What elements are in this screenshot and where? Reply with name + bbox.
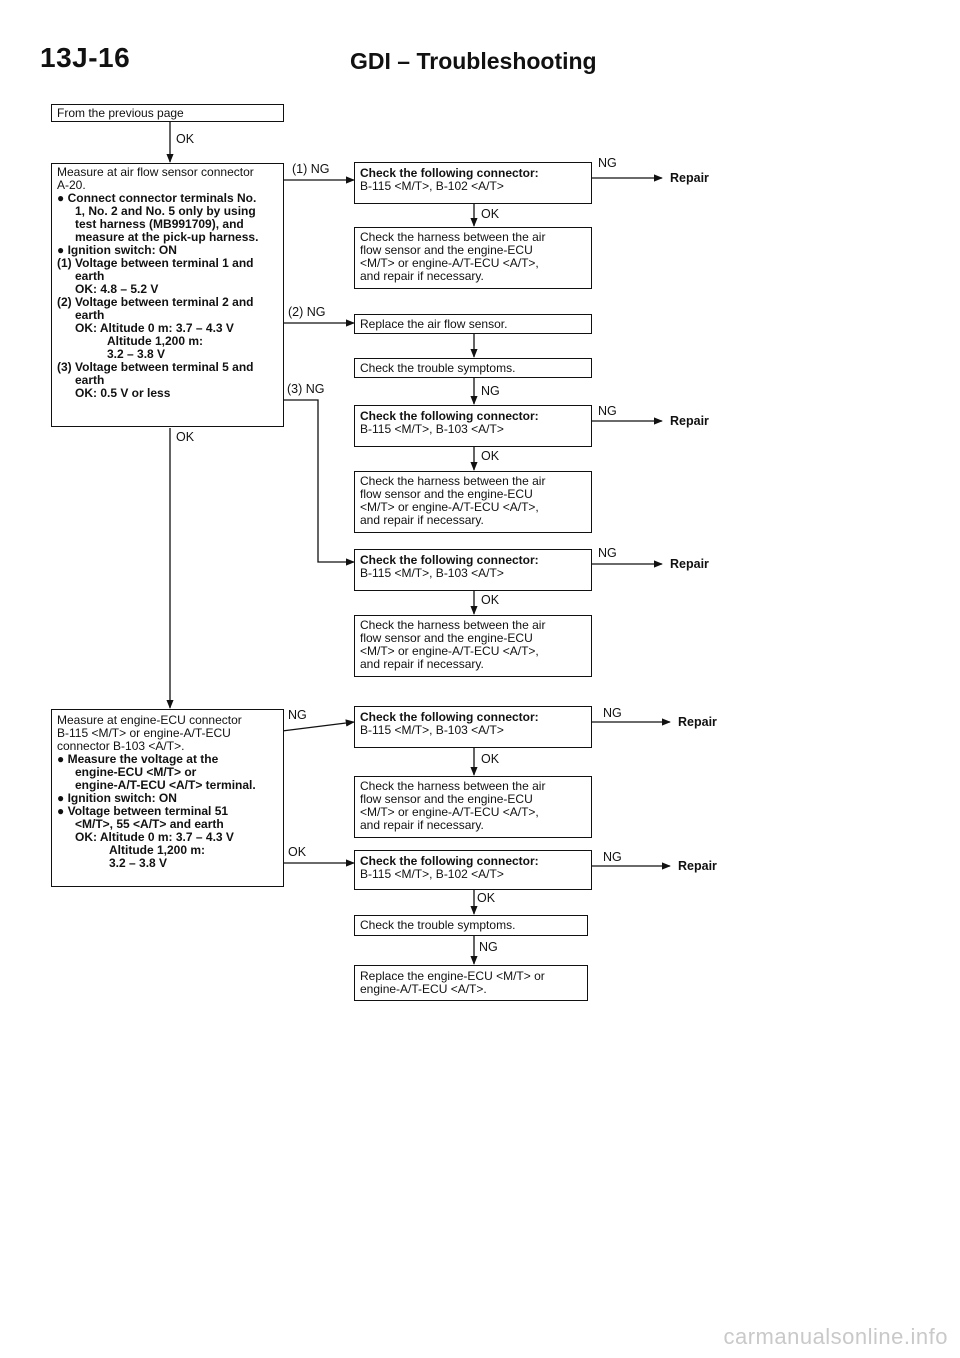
ng-label: NG	[603, 850, 622, 864]
bullet-cont: 1, No. 2 and No. 5 only by using	[75, 204, 256, 218]
harness-line: flow sensor and the engine-ECU	[360, 631, 533, 645]
prev-page-box	[51, 104, 284, 122]
check-connector-title: Check the following connector:	[360, 166, 539, 180]
ng2-label: (2) NG	[288, 305, 326, 319]
ng1-label: (1) NG	[292, 162, 330, 176]
harness-line: <M/T> or engine-A/T-ECU <A/T>,	[360, 644, 539, 658]
ok-label: OK	[481, 207, 500, 221]
ng-label: NG	[598, 156, 617, 170]
replace-ecu-box	[354, 965, 588, 1001]
check-connector-sub: B-115 <M/T>, B-102 <A/T>	[360, 179, 504, 193]
repair-label: Repair	[670, 557, 709, 571]
ok-label: OK	[176, 430, 195, 444]
measure-ecu-line: Measure at engine-ECU connector	[57, 713, 242, 727]
ng-label: NG	[603, 706, 622, 720]
bullet-line: ● Connect connector terminals No.	[57, 191, 257, 205]
trouble-symptoms-1-box	[354, 358, 592, 378]
check-connector-title: Check the following connector:	[360, 854, 539, 868]
repair-label: Repair	[678, 859, 717, 873]
check-connector-sub: B-115 <M/T>, B-102 <A/T>	[360, 867, 504, 881]
voltage-ok: OK: 0.5 V or less	[75, 386, 171, 400]
trouble-symptoms-text: Check the trouble symptoms.	[360, 361, 516, 375]
harness-line: and repair if necessary.	[360, 818, 484, 832]
ok-label: OK	[481, 449, 500, 463]
ok-label: OK	[481, 593, 500, 607]
harness-1-box	[354, 227, 592, 289]
bullet-cont: test harness (MB991709), and	[75, 217, 244, 231]
ng-label: NG	[598, 404, 617, 418]
trouble-symptoms-2-box	[354, 915, 588, 936]
harness-3-box	[354, 615, 592, 677]
bullet-line: ● Voltage between terminal 51	[57, 804, 229, 818]
bullet-cont: engine-ECU <M/T> or	[75, 765, 197, 779]
ng-label: NG	[479, 940, 498, 954]
ng3-label: (3) NG	[287, 382, 325, 396]
voltage-line: (3) Voltage between terminal 5 and	[57, 360, 254, 374]
harness-line: <M/T> or engine-A/T-ECU <A/T>,	[360, 805, 539, 819]
replace-ecu-line: engine-A/T-ECU <A/T>.	[360, 982, 487, 996]
bullet-cont: measure at the pick-up harness.	[75, 230, 259, 244]
harness-line: flow sensor and the engine-ECU	[360, 487, 533, 501]
harness-line: Check the harness between the air	[360, 474, 546, 488]
bullet-cont: <M/T>, 55 <A/T> and earth	[75, 817, 224, 831]
harness-line: Check the harness between the air	[360, 779, 546, 793]
voltage-ok: OK: 4.8 – 5.2 V	[75, 282, 159, 296]
page-title: GDI – Troubleshooting	[350, 48, 597, 74]
ok-label: OK	[477, 891, 496, 905]
measure-ecu-box	[51, 709, 284, 887]
measure-line: A-20.	[57, 178, 86, 192]
replace-ecu-line: Replace the engine-ECU <M/T> or	[360, 969, 545, 983]
bullet-cont: engine-A/T-ECU <A/T> terminal.	[75, 778, 256, 792]
voltage-ok: OK: Altitude 0 m: 3.7 – 4.3 V	[75, 321, 234, 335]
voltage-cont: earth	[75, 269, 105, 283]
ok-label: OK	[288, 845, 307, 859]
repair-label: Repair	[670, 171, 709, 185]
harness-4-box	[354, 776, 592, 838]
harness-2-box	[354, 471, 592, 533]
voltage-cont: earth	[75, 373, 105, 387]
bullet-line: ● Ignition switch: ON	[57, 791, 177, 805]
check-connector-title: Check the following connector:	[360, 553, 539, 567]
harness-line: and repair if necessary.	[360, 657, 484, 671]
check-connector-title: Check the following connector:	[360, 409, 539, 423]
check-connector-sub: B-115 <M/T>, B-103 <A/T>	[360, 723, 504, 737]
repair-label: Repair	[678, 715, 717, 729]
check-connector-5-box	[354, 850, 592, 890]
ng-label: NG	[481, 384, 500, 398]
voltage-line: (2) Voltage between terminal 2 and	[57, 295, 254, 309]
voltage-cont: earth	[75, 308, 105, 322]
harness-line: Check the harness between the air	[360, 230, 546, 244]
ng-label: NG	[598, 546, 617, 560]
ok-label: OK	[481, 752, 500, 766]
measure-ecu-line: connector B-103 <A/T>.	[57, 739, 185, 753]
voltage-cont: Altitude 1,200 m:	[109, 843, 206, 857]
bullet-line: ● Measure the voltage at the	[57, 752, 219, 766]
bullet-line: ● Ignition switch: ON	[57, 243, 177, 257]
harness-line: <M/T> or engine-A/T-ECU <A/T>,	[360, 256, 539, 270]
trouble-symptoms-text: Check the trouble symptoms.	[360, 918, 516, 932]
repair-label: Repair	[670, 414, 709, 428]
replace-sensor-text: Replace the air flow sensor.	[360, 317, 508, 331]
check-connector-1-box	[354, 162, 592, 204]
voltage-line: (1) Voltage between terminal 1 and	[57, 256, 254, 270]
harness-line: Check the harness between the air	[360, 618, 546, 632]
prev-page-text: From the previous page	[57, 106, 184, 120]
harness-line: and repair if necessary.	[360, 269, 484, 283]
measure-ecu-line: B-115 <M/T> or engine-A/T-ECU	[57, 726, 231, 740]
check-connector-sub: B-115 <M/T>, B-103 <A/T>	[360, 422, 504, 436]
check-connector-title: Check the following connector:	[360, 710, 539, 724]
watermark: carmanualsonline.info	[723, 1324, 948, 1349]
check-connector-sub: B-115 <M/T>, B-103 <A/T>	[360, 566, 504, 580]
measure-sensor-box	[51, 163, 284, 427]
check-connector-2-box	[354, 405, 592, 447]
harness-line: flow sensor and the engine-ECU	[360, 792, 533, 806]
voltage-cont: 3.2 – 3.8 V	[109, 856, 168, 870]
voltage-ok: OK: Altitude 0 m: 3.7 – 4.3 V	[75, 830, 234, 844]
page-number: 13J-16	[40, 42, 131, 73]
voltage-cont: 3.2 – 3.8 V	[107, 347, 166, 361]
check-connector-4-box	[354, 706, 592, 748]
ok-label: OK	[176, 132, 195, 146]
measure-line: Measure at air flow sensor connector	[57, 165, 254, 179]
harness-line: flow sensor and the engine-ECU	[360, 243, 533, 257]
voltage-cont: Altitude 1,200 m:	[107, 334, 204, 348]
check-connector-3-box	[354, 549, 592, 591]
harness-line: <M/T> or engine-A/T-ECU <A/T>,	[360, 500, 539, 514]
ng-label: NG	[288, 708, 307, 722]
harness-line: and repair if necessary.	[360, 513, 484, 527]
replace-sensor-box	[354, 314, 592, 334]
